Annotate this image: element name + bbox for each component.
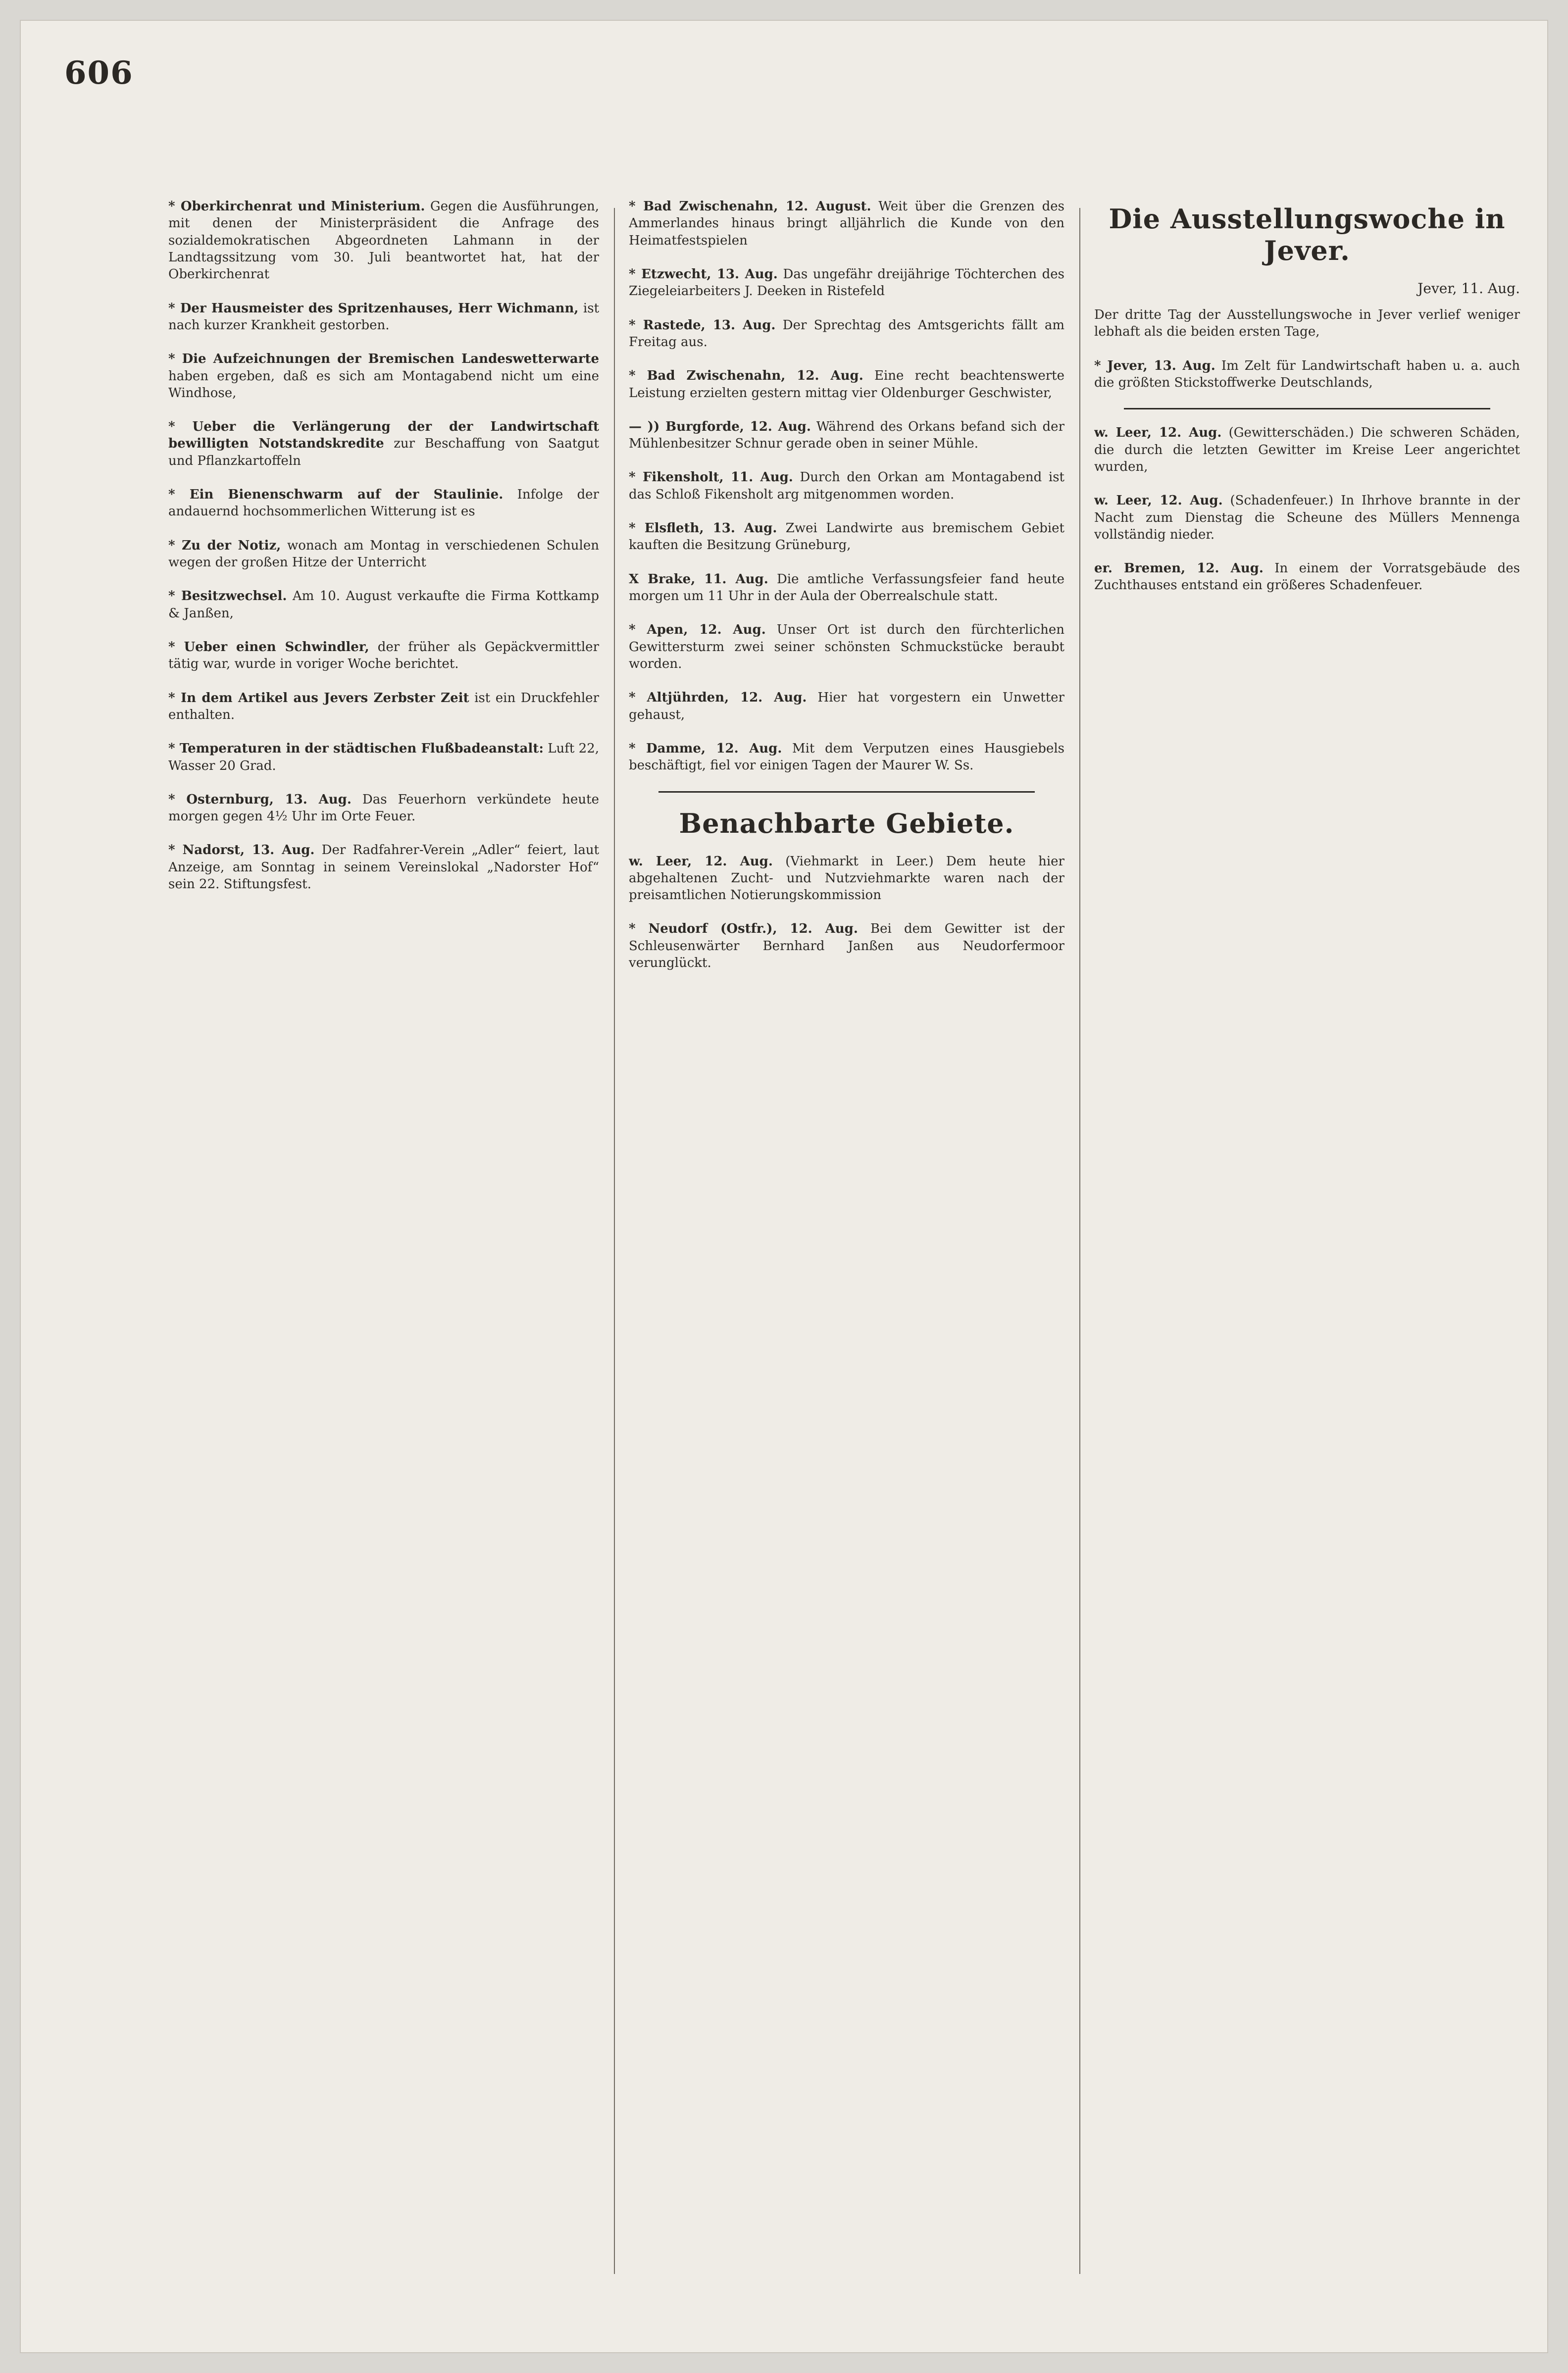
article-text: Die amtliche Verfassungsfeier fand heute morgen um 11 Uhr in der Aula der Oberrealschule statt.: [629, 571, 1064, 604]
article-first-line: [168, 690, 599, 724]
dateline: Jever, 11. Aug.: [1417, 280, 1520, 297]
article-lead: * Fikensholt, 11. Aug.: [629, 470, 793, 485]
article: [168, 791, 599, 825]
article-text: Unser Ort ist durch den fürchterlichen Gewittersturm zwei seiner schönsten Schmuckstücke beraubt worden.: [629, 622, 1064, 671]
article-text: wonach am Montag in verschiedenen Schulen wegen der großen Hitze der Unterricht: [168, 538, 599, 570]
article: [629, 469, 1064, 503]
column-3: [1094, 198, 1520, 2284]
article: [629, 740, 1064, 774]
article-lead: * Der Hausmeister des Spritzenhauses, Herr Wichmann,: [168, 301, 579, 316]
article-lead: * Damme, 12. Aug.: [629, 741, 782, 756]
article-text: (Viehmarkt in Leer.) Dem heute hier abgehaltenen Zucht- und Nutzviehmarkte waren nach der preisamtlichen Notierungskommission: [629, 854, 1064, 903]
article-lead: er. Bremen, 12. Aug.: [1094, 561, 1264, 576]
article-first-line: [168, 351, 599, 402]
article-lead: w. Leer, 12. Aug.: [1094, 425, 1222, 441]
article-lead: * Besitzwechsel.: [168, 589, 287, 604]
article: [629, 853, 1064, 904]
article-first-line: [168, 740, 599, 774]
article: [629, 621, 1064, 672]
newspaper-page: [20, 20, 1548, 2353]
article-text: Der Radfahrer-Verein „Adler“ feiert, laut Anzeige, am Sonntag in seinem Vereinslokal „Nadorster Hof“ sein 22. Stiftungsfest.: [168, 843, 599, 892]
article-text: Zwei Landwirte aus bremischem Gebiet kauften die Besitzung Grüneburg,: [629, 521, 1064, 553]
article-lead: * Oberkirchenrat und Ministerium.: [168, 199, 425, 214]
page-number: 606: [64, 54, 134, 92]
article: [629, 266, 1064, 300]
article: [1094, 306, 1520, 341]
article-text: Während des Orkans befand sich der Mühlenbesitzer Schnur gerade oben in seiner Mühle.: [629, 419, 1064, 452]
article: [1094, 357, 1520, 392]
article-first-line: [629, 853, 1064, 904]
column-2: [629, 198, 1064, 2284]
article: [629, 198, 1064, 249]
article-first-line: [1094, 560, 1520, 594]
article: [168, 690, 599, 724]
article-lead: * Altjührden, 12. Aug.: [629, 690, 807, 706]
article-lead: * Bad Zwischenahn, 12. August.: [629, 199, 871, 214]
article-first-line: [1094, 424, 1520, 475]
article-text: Hier hat vorgestern ein Unwetter gehaust,: [629, 690, 1064, 722]
article-first-line: [1094, 306, 1520, 341]
article-text: Weit über die Grenzen des Ammerlandes hinaus bringt alljährlich die Kunde von den Heimatfestspielen: [629, 199, 1064, 248]
article-lead: * Elsfleth, 13. Aug.: [629, 521, 777, 536]
article-first-line: [168, 300, 599, 334]
section-divider: [658, 791, 1035, 793]
article-text: In einem der Vorratsgebäude des Zuchthauses entstand ein größeres Schadenfeuer.: [1094, 561, 1520, 593]
article: [168, 842, 599, 893]
section-divider: [1124, 408, 1490, 409]
article-lead: * Ein Bienenschwarm auf der Staulinie.: [168, 487, 504, 503]
article-first-line: [629, 469, 1064, 503]
article-first-line: [629, 689, 1064, 723]
article-first-line: [629, 740, 1064, 774]
article-first-line: [629, 198, 1064, 249]
article-text: Gegen die Ausführungen, mit denen der Ministerpräsident die Anfrage des sozialdemokratischen Abgeordneten Lahmann in der Landtagssitzung vom 30. Juli beantwortet hat, hat der Oberkirchenrat: [168, 199, 599, 282]
article-lead: * Apen, 12. Aug.: [629, 622, 766, 638]
article-lead: * Die Aufzeichnungen der Bremischen Landeswetterwarte: [168, 352, 599, 367]
article-text: Das Feuerhorn verkündete heute morgen gegen 4½ Uhr im Orte Feuer.: [168, 792, 599, 824]
column-divider: [614, 208, 615, 2274]
article: [168, 351, 599, 402]
article-lead: X Brake, 11. Aug.: [629, 571, 768, 587]
article-first-line: [629, 621, 1064, 672]
article-text: Das ungefähr dreijährige Töchterchen des Ziegeleiarbeiters J. Deeken in Ristefeld: [629, 266, 1064, 299]
article-first-line: [168, 418, 599, 469]
article: [629, 367, 1064, 402]
article-first-line: [168, 486, 599, 520]
article-lead: * Zu der Notiz,: [168, 538, 281, 553]
article: [1094, 492, 1520, 543]
article-text: Am 10. August verkaufte die Firma Kottkamp & Janßen,: [168, 589, 599, 621]
article-first-line: [629, 266, 1064, 300]
section-heading-benachbarte-gebiete: Benachbarte Gebiete.: [679, 807, 1014, 839]
article-lead: w. Leer, 12. Aug.: [629, 854, 773, 869]
article-first-line: [168, 537, 599, 571]
article-lead: * Ueber die Verlängerung der der Landwirtschaft bewilligten Notstandskredite: [168, 419, 599, 452]
article-first-line: [629, 920, 1064, 971]
article-lead: * Etzwecht, 13. Aug.: [629, 266, 778, 282]
section-heading-ausstellungswoche: Die Ausstellungswoche in Jever.: [1109, 203, 1506, 266]
article: [168, 740, 599, 774]
article-first-line: [168, 639, 599, 673]
article-text: Infolge der andauernd hochsommerlichen Witterung ist es: [168, 487, 599, 519]
article: [629, 920, 1064, 971]
article: [168, 198, 599, 283]
article-text: (Schadenfeuer.) In Ihrhove brannte in der Nacht zum Dienstag die Scheune des Müllers Mennenga vollständig nieder.: [1094, 493, 1520, 542]
article-first-line: [168, 791, 599, 825]
column-3-articles: [1094, 306, 1520, 391]
article-text: Durch den Orkan am Montagabend ist das Schloß Fikensholt arg mitgenommen worden.: [629, 470, 1064, 502]
article-first-line: [629, 317, 1064, 351]
article: [629, 418, 1064, 453]
article-lead: * Bad Zwischenahn, 12. Aug.: [629, 368, 863, 384]
article-text: Im Zelt für Landwirtschaft haben u. a. auch die größten Stickstoffwerke Deutschlands,: [1094, 358, 1520, 390]
article-first-line: [168, 198, 599, 283]
article: [168, 486, 599, 520]
article-first-line: [168, 842, 599, 893]
column-2-articles: [629, 198, 1064, 774]
column-1: [168, 198, 599, 2284]
article-first-line: [629, 367, 1064, 402]
article-text: haben ergeben, daß es sich am Montagabend nicht um eine Windhose,: [168, 368, 599, 401]
article: [629, 317, 1064, 351]
article: [629, 571, 1064, 605]
article-text: ist nach kurzer Krankheit gestorben.: [168, 301, 599, 333]
column-divider: [1079, 208, 1080, 2274]
article-first-line: [1094, 492, 1520, 543]
article-first-line: [1094, 357, 1520, 392]
article: [1094, 560, 1520, 594]
article-text: Eine recht beachtenswerte Leistung erzielten gestern mittag vier Oldenburger Geschwister,: [629, 368, 1064, 401]
article-lead: * Osternburg, 13. Aug.: [168, 792, 352, 807]
article: [1094, 424, 1520, 475]
article-text: ist ein Druckfehler enthalten.: [168, 690, 599, 722]
article-lead: * Neudorf (Ostfr.), 12. Aug.: [629, 921, 858, 937]
article-first-line: [629, 571, 1064, 605]
article-text: Der Sprechtag des Amtsgerichts fällt am Freitag aus.: [629, 317, 1064, 350]
article: [629, 689, 1064, 723]
article-lead: * Nadorst, 13. Aug.: [168, 843, 315, 858]
article-text: (Gewitterschäden.) Die schweren Schäden, die durch die letzten Gewitter im Kreise Leer angerichtet wurden,: [1094, 425, 1520, 474]
article-lead: * In dem Artikel aus Jevers Zerbster Zeit: [168, 690, 469, 706]
article: [629, 520, 1064, 554]
article-lead: w. Leer, 12. Aug.: [1094, 493, 1223, 508]
article-text: der früher als Gepäckvermittler tätig war, wurde in voriger Woche berichtet.: [168, 639, 599, 672]
article: [168, 639, 599, 673]
article-first-line: [629, 418, 1064, 453]
article-lead: * Temperaturen in der städtischen Flußbadeanstalt:: [168, 741, 544, 757]
article-first-line: [168, 588, 599, 622]
article-lead: * Ueber einen Schwindler,: [168, 639, 369, 655]
article: [168, 300, 599, 334]
column-2-section-articles: [629, 853, 1064, 972]
article: [168, 418, 599, 469]
article: [168, 537, 599, 571]
article-text: Bei dem Gewitter ist der Schleusenwärter Bernhard Janßen aus Neudorfermoor verunglückt.: [629, 921, 1064, 971]
column-3-section-articles: [1094, 424, 1520, 594]
article-text: Mit dem Verputzen eines Hausgiebels beschäftigt, fiel vor einigen Tagen der Maurer W. Ss.: [629, 741, 1064, 773]
article-text: zur Beschaffung von Saatgut und Pflanzkartoffeln: [168, 436, 599, 468]
article: [168, 588, 599, 622]
article-lead: — )) Burgforde, 12. Aug.: [629, 419, 811, 434]
article-lead: * Rastede, 13. Aug.: [629, 317, 776, 333]
article-text: Luft 22, Wasser 20 Grad.: [168, 741, 599, 773]
article-text: Der dritte Tag der Ausstellungswoche in Jever verlief weniger lebhaft als die beiden ersten Tage,: [1094, 307, 1520, 340]
article-lead: * Jever, 13. Aug.: [1094, 358, 1215, 373]
article-first-line: [629, 520, 1064, 554]
